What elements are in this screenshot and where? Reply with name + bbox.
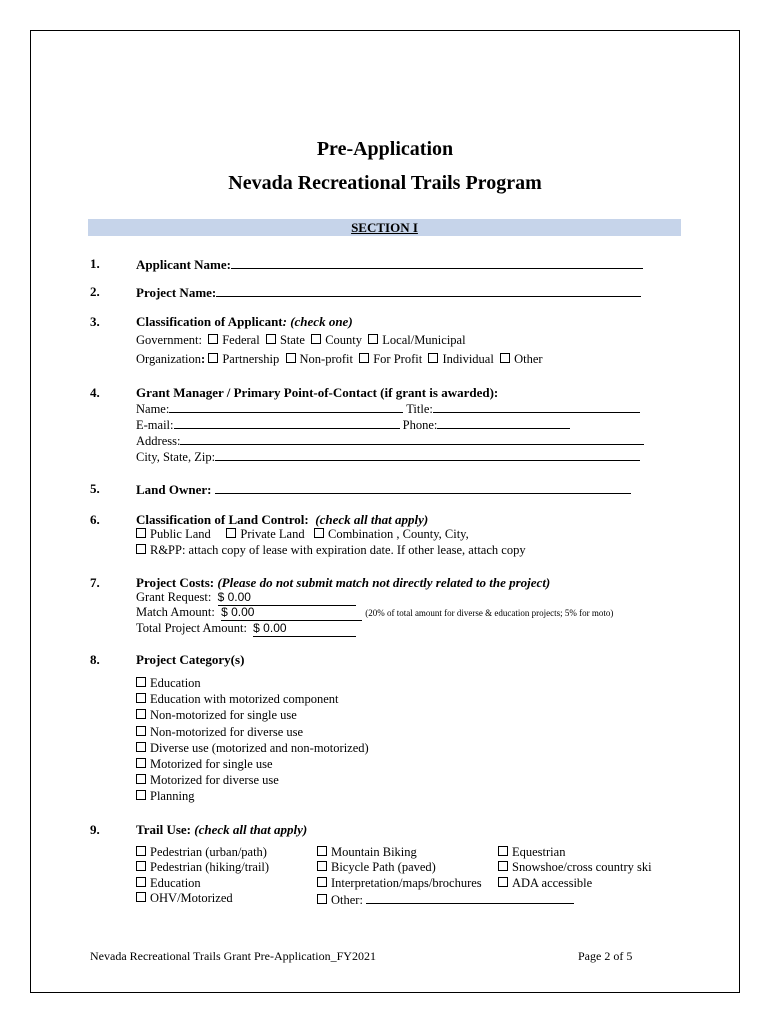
list-item: Motorized for single use xyxy=(136,756,369,772)
match-note: (20% of total amount for diverse & education projects; 5% for moto) xyxy=(365,608,614,618)
question-number-2: 2. xyxy=(90,284,100,299)
public-land-checkbox[interactable] xyxy=(136,528,146,538)
question-number-5: 5. xyxy=(90,481,100,496)
list-item: Bicycle Path (paved) xyxy=(317,860,574,875)
contact-email-field[interactable] xyxy=(174,416,400,429)
category-checkbox[interactable] xyxy=(136,774,146,784)
rpp-checkbox[interactable] xyxy=(136,544,146,554)
rpp-option: R&PP: attach copy of lease with expiration date. If other lease, attach copy xyxy=(150,543,526,557)
other-org-option: Other xyxy=(514,352,543,366)
grant-request-label: Grant Request: xyxy=(136,590,212,604)
question-number-7: 7. xyxy=(90,575,100,590)
for-profit-checkbox[interactable] xyxy=(359,353,369,363)
section-title: SECTION I xyxy=(351,220,418,235)
trail-use-checkbox[interactable] xyxy=(498,846,508,856)
total-project-amount-field[interactable]: $ 0.00 xyxy=(253,622,356,637)
question-number-4: 4. xyxy=(90,385,100,400)
total-project-amount-label: Total Project Amount: xyxy=(136,621,247,635)
trail-use-checkbox[interactable] xyxy=(498,861,508,871)
organization-label: Organization xyxy=(136,352,202,366)
partnership-checkbox[interactable] xyxy=(208,353,218,363)
non-profit-checkbox[interactable] xyxy=(286,353,296,363)
list-item: Education with motorized component xyxy=(136,691,369,707)
trail-use-checkbox[interactable] xyxy=(136,877,146,887)
project-name-field[interactable] xyxy=(216,284,641,297)
list-item: Interpretation/maps/brochures xyxy=(317,876,574,891)
federal-checkbox[interactable] xyxy=(208,334,218,344)
match-amount-field[interactable]: $ 0.00 xyxy=(221,606,362,621)
government-label: Government: xyxy=(136,333,202,347)
trail-use-checkbox[interactable] xyxy=(317,894,327,904)
project-category-list xyxy=(136,675,369,805)
contact-address-field[interactable] xyxy=(180,432,644,445)
question-number-9: 9. xyxy=(90,822,100,837)
trail-use-checkbox[interactable] xyxy=(317,877,327,887)
project-name-label: Project Name: xyxy=(136,285,217,300)
category-checkbox[interactable] xyxy=(136,677,146,687)
combination-option: Combination , County, City, xyxy=(327,527,469,541)
applicant-classification-label: Classification of Applicant xyxy=(136,314,283,329)
trail-use-checkbox[interactable] xyxy=(136,861,146,871)
list-item: Non-motorized for diverse use xyxy=(136,724,369,740)
county-checkbox[interactable] xyxy=(311,334,321,344)
list-item: Other: xyxy=(317,891,574,908)
list-item: Mountain Biking xyxy=(317,845,574,860)
state-checkbox[interactable] xyxy=(266,334,276,344)
contact-email-label: E-mail: xyxy=(136,418,174,432)
question-number-6: 6. xyxy=(90,512,100,527)
project-costs-hint: (Please do not submit match not directly related to the project) xyxy=(217,575,551,590)
land-owner-field[interactable] xyxy=(215,481,631,494)
project-category-label: Project Category(s) xyxy=(136,652,245,667)
category-checkbox[interactable] xyxy=(136,693,146,703)
category-checkbox[interactable] xyxy=(136,790,146,800)
land-owner-label: Land Owner: xyxy=(136,482,212,497)
individual-option: Individual xyxy=(442,352,494,366)
contact-name-label: Name: xyxy=(136,402,170,416)
for-profit-option: For Profit xyxy=(373,352,423,366)
category-checkbox[interactable] xyxy=(136,742,146,752)
list-item: Equestrian xyxy=(498,845,652,860)
project-costs-label: Project Costs: xyxy=(136,575,215,590)
private-land-option: Private Land xyxy=(240,527,305,541)
page-title: Pre-Application xyxy=(316,138,454,160)
list-item: Non-motorized for single use xyxy=(136,707,369,723)
applicant-name-label: Applicant Name: xyxy=(136,257,231,272)
footer-document-name: Nevada Recreational Trails Grant Pre-Application_FY2021 xyxy=(90,949,376,963)
federal-option: Federal xyxy=(222,333,260,347)
combination-checkbox[interactable] xyxy=(314,528,324,538)
contact-city-field[interactable] xyxy=(215,448,640,461)
local-municipal-option: Local/Municipal xyxy=(382,333,466,347)
list-item: Pedestrian (hiking/trail) xyxy=(136,860,269,875)
trail-use-checkbox[interactable] xyxy=(136,846,146,856)
land-control-hint: (check all that apply) xyxy=(315,512,429,527)
trail-use-other-field[interactable] xyxy=(366,891,574,904)
trail-use-checkbox[interactable] xyxy=(317,861,327,871)
list-item: Planning xyxy=(136,788,369,804)
page-subtitle: Nevada Recreational Trails Program xyxy=(228,172,542,194)
county-option: County xyxy=(325,333,363,347)
applicant-classification-hint: : (check one) xyxy=(282,314,353,329)
list-item: Snowshoe/cross country ski xyxy=(498,860,652,875)
organization-row: Organization: Partnership Non-profit For Profit Individual Other xyxy=(136,352,543,366)
question-number-8: 8. xyxy=(90,652,100,667)
government-row xyxy=(136,333,466,348)
contact-address-label: Address: xyxy=(136,434,181,448)
contact-phone-field[interactable] xyxy=(437,416,570,429)
list-item: Diverse use (motorized and non-motorized) xyxy=(136,740,369,756)
trail-use-checkbox[interactable] xyxy=(498,877,508,887)
grant-request-field[interactable]: $ 0.00 xyxy=(218,591,356,606)
contact-name-field[interactable] xyxy=(169,400,403,413)
contact-title-field[interactable] xyxy=(433,400,640,413)
list-item: Education xyxy=(136,675,369,691)
non-profit-option: Non-profit xyxy=(299,352,353,366)
contact-title-label: Title: xyxy=(406,402,433,416)
individual-checkbox[interactable] xyxy=(428,353,438,363)
question-number-1: 1. xyxy=(90,256,100,271)
footer-page-number: Page 2 of 5 xyxy=(578,949,633,963)
category-checkbox[interactable] xyxy=(136,709,146,719)
list-item: Education xyxy=(136,876,269,891)
list-item: Motorized for diverse use xyxy=(136,772,369,788)
list-item: OHV/Motorized xyxy=(136,891,269,906)
category-checkbox[interactable] xyxy=(136,726,146,736)
question-number-3: 3. xyxy=(90,314,100,329)
grant-manager-label: Grant Manager / Primary Point-of-Contact (if grant is awarded): xyxy=(136,385,499,400)
applicant-name-field[interactable] xyxy=(231,256,643,269)
public-land-option: Public Land xyxy=(150,527,211,541)
partnership-option: Partnership xyxy=(222,352,280,366)
local-municipal-checkbox[interactable] xyxy=(368,334,378,344)
match-amount-label: Match Amount: xyxy=(136,605,215,619)
other-org-checkbox[interactable] xyxy=(500,353,510,363)
land-control-label: Classification of Land Control: xyxy=(136,512,309,527)
private-land-checkbox[interactable] xyxy=(226,528,236,538)
trail-use-checkbox[interactable] xyxy=(136,892,146,902)
trail-use-col3 xyxy=(498,845,652,891)
trail-use-col1 xyxy=(136,845,269,907)
trail-use-label: Trail Use: xyxy=(136,822,191,837)
contact-phone-label: Phone: xyxy=(402,418,438,432)
state-option: State xyxy=(279,333,305,347)
list-item: ADA accessible xyxy=(498,876,652,891)
category-checkbox[interactable] xyxy=(136,758,146,768)
trail-use-checkbox[interactable] xyxy=(317,846,327,856)
contact-city-label: City, State, Zip: xyxy=(136,450,216,464)
list-item: Pedestrian (urban/path) xyxy=(136,845,269,860)
trail-use-hint: (check all that apply) xyxy=(194,822,308,837)
